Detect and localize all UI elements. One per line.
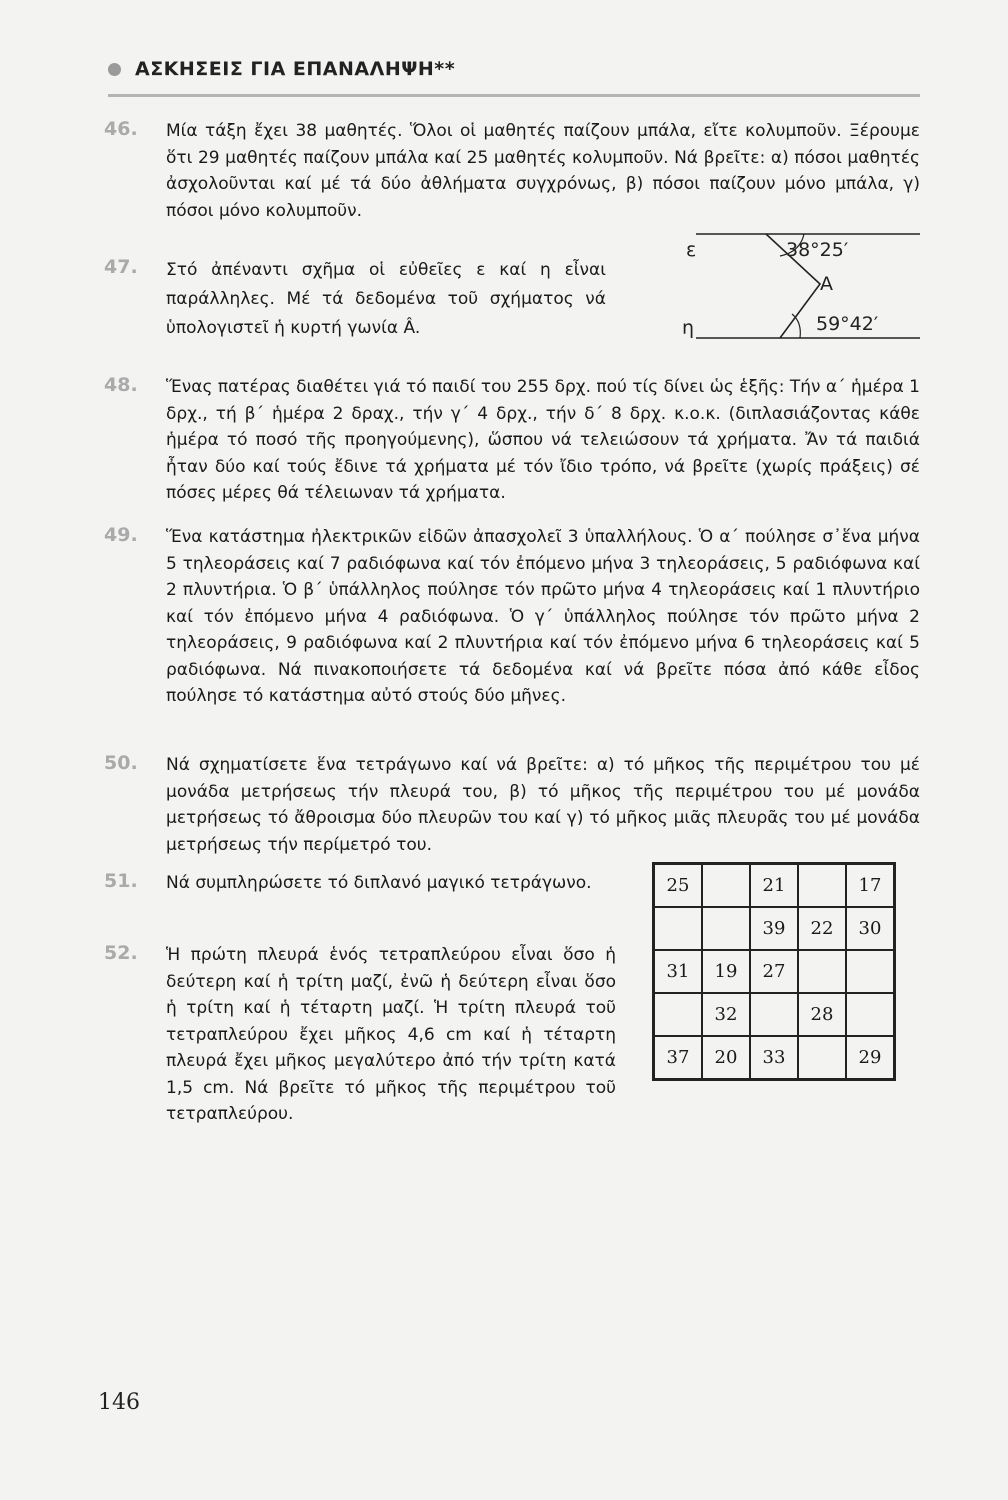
- label-eta: η: [682, 317, 695, 339]
- magic-square: [652, 862, 896, 1081]
- magic-cell[interactable]: 33: [750, 1036, 798, 1080]
- exercise-text: Νά σχηματίσετε ἕνα τετράγωνο καί νά βρεῖτε: α) τό μῆκος τῆς περιμέτρου του μέ μονάδα μετρήσεως τήν πλευρά του, β) τό μῆκος τῆς περιμέτρου του μέ μονάδα μετρήσεως τό ἄθροισμα δύο πλευρῶν του καί γ) τό μῆκος μιᾶς πλευρᾶς του μέ μονάδα μετρήσεως τήν περίμετρό του.: [166, 755, 920, 855]
- exercise-number: 49.: [104, 524, 138, 546]
- exercise-text: Μία τάξη ἔχει 38 μαθητές. Ὅλοι οἱ μαθητές παίζουν μπάλα, εἴτε κολυμποῦν. Ξέρουμε ὅτι 29 μαθητές παίζουν μπάλα καί 25 μαθητές κολυμποῦν. Νά βρεῖτε: α) πόσοι μαθητές ἀσχολοῦνται καί μέ τά δύο ἀθλήματα συγχρόνως, β) πόσοι παίζουν μόνο μπάλα, γ) πόσοι μόνο κολυμποῦν.: [166, 121, 920, 221]
- parallel-lines-figure: [676, 226, 924, 346]
- magic-cell[interactable]: 21: [750, 864, 798, 908]
- exercise-number: 50.: [104, 752, 138, 774]
- magic-cell[interactable]: [750, 993, 798, 1036]
- section-header: [108, 58, 455, 80]
- magic-cell[interactable]: [846, 950, 895, 993]
- magic-cell[interactable]: 31: [654, 950, 703, 993]
- magic-cell[interactable]: 22: [798, 907, 846, 950]
- section-title: ΑΣΚΗΣΕΙΣ ΓΙΑ ΕΠΑΝΑΛΗΨΗ**: [135, 58, 456, 80]
- exercise-number: 46.: [104, 118, 138, 140]
- magic-cell[interactable]: 30: [846, 907, 895, 950]
- magic-cell[interactable]: 28: [798, 993, 846, 1036]
- exercise-number: 47.: [104, 256, 138, 278]
- magic-cell[interactable]: 32: [702, 993, 750, 1036]
- exercise-text: Ἡ πρώτη πλευρά ἑνός τετραπλεύρου εἶναι ὅσο ἡ δεύτερη καί ἡ τρίτη μαζί, ἐνῶ ἡ δεύτερη εἶναι ὅσο ἡ τρίτη καί ἡ τέταρτη μαζί. Ἡ τρίτη πλευρά τοῦ τετραπλεύρου ἔχει μῆκος 4,6 cm καί ἡ τέταρτη πλευρά ἔχει μῆκος μεγαλύτερο ἀπό τήν τρίτη κατά 1,5 cm. Νά βρεῖτε τό μῆκος τῆς περιμέτρου τοῦ τετραπλεύρου.: [166, 945, 616, 1124]
- label-epsilon: ε: [686, 239, 697, 261]
- label-angle-bottom: 59°42′: [816, 313, 879, 335]
- magic-cell[interactable]: [846, 993, 895, 1036]
- arc-bottom: [792, 314, 800, 338]
- bullet-icon: [108, 63, 121, 76]
- magic-cell[interactable]: 37: [654, 1036, 703, 1080]
- header-divider: [108, 94, 920, 97]
- magic-cell[interactable]: 20: [702, 1036, 750, 1080]
- magic-cell[interactable]: 19: [702, 950, 750, 993]
- exercise-text: Ἕνας πατέρας διαθέτει γιά τό παιδί του 255 δρχ. πού τίς δίνει ὡς ἑξῆς: Τήν α΄ ἡμέρα 1 δρχ., τή β΄ ἡμέρα 2 δραχ., τήν γ΄ 4 δρχ., τήν δ΄ 8 δρχ. κ.ο.κ. (διπλασιάζοντας κάθε ἡμέρα τό ποσό τῆς προηγούμενης), ὥσπου νά τελειώσουν τά χρήματα. Ἄν τά παιδιά ἦταν δύο καί τούς ἔδινε τά χρήματα μέ τόν ἴδιο τρόπο, νά βρεῖτε (χωρίς πράξεις) σέ πόσες μέρες θά τέλειωναν τά χρήματα.: [166, 377, 920, 503]
- magic-cell[interactable]: [654, 993, 703, 1036]
- magic-cell[interactable]: 27: [750, 950, 798, 993]
- magic-cell[interactable]: [798, 864, 846, 908]
- exercise-text: Στό ἀπέναντι σχῆμα οἱ εὐθεῖες ε καί η εἶναι παράλληλες. Μέ τά δεδομένα τοῦ σχήματος νά ὑπολογιστεῖ ἡ κυρτή γωνία Â.: [166, 260, 606, 338]
- magic-cell[interactable]: [798, 1036, 846, 1080]
- exercise-number: 51.: [104, 870, 138, 892]
- page-number: 146: [98, 1390, 140, 1415]
- exercise-text: Ἕνα κατάστημα ἠλεκτρικῶν εἰδῶν ἀπασχολεῖ 3 ὑπαλλήλους. Ὁ α΄ πούλησε σ᾽ἕνα μήνα 5 τηλεοράσεις καί 7 ραδιόφωνα καί τόν ἐπόμενο μήνα 3 τηλεοράσεις, 5 ραδιόφωνα καί 2 πλυντήρια. Ὁ β΄ ὑπάλληλος πούλησε τόν πρῶτο μήνα 4 τηλεοράσεις καί 1 πλυντήριο καί τόν ἐπόμενο μήνα 4 ραδιόφωνα. Ὁ γ΄ ὑπάλληλος πούλησε τόν πρῶτο μήνα 2 τηλεοράσεις, 9 ραδιόφωνα καί 2 πλυντήρια καί τόν ἐπόμενο μήνα 6 τηλεοράσεις καί 5 ραδιόφωνα. Νά πινακοποιήσετε τά δεδομένα καί νά βρεῖτε πόσα ἀπό κάθε εἶδος πούλησε τό κατάστημα αὐτό στούς δύο μῆνες.: [166, 527, 920, 706]
- magic-cell[interactable]: [702, 864, 750, 908]
- magic-cell[interactable]: 39: [750, 907, 798, 950]
- label-vertex-a: A: [820, 273, 833, 295]
- magic-cell[interactable]: [654, 907, 703, 950]
- magic-cell[interactable]: [702, 907, 750, 950]
- magic-cell[interactable]: [798, 950, 846, 993]
- exercise-number: 52.: [104, 942, 138, 964]
- exercise-number: 48.: [104, 374, 138, 396]
- magic-cell[interactable]: 29: [846, 1036, 895, 1080]
- exercise-text: Νά συμπληρώσετε τό διπλανό μαγικό τετράγωνο.: [166, 873, 592, 893]
- label-angle-top: 38°25′: [786, 239, 849, 261]
- magic-cell[interactable]: 17: [846, 864, 895, 908]
- magic-cell[interactable]: 25: [654, 864, 703, 908]
